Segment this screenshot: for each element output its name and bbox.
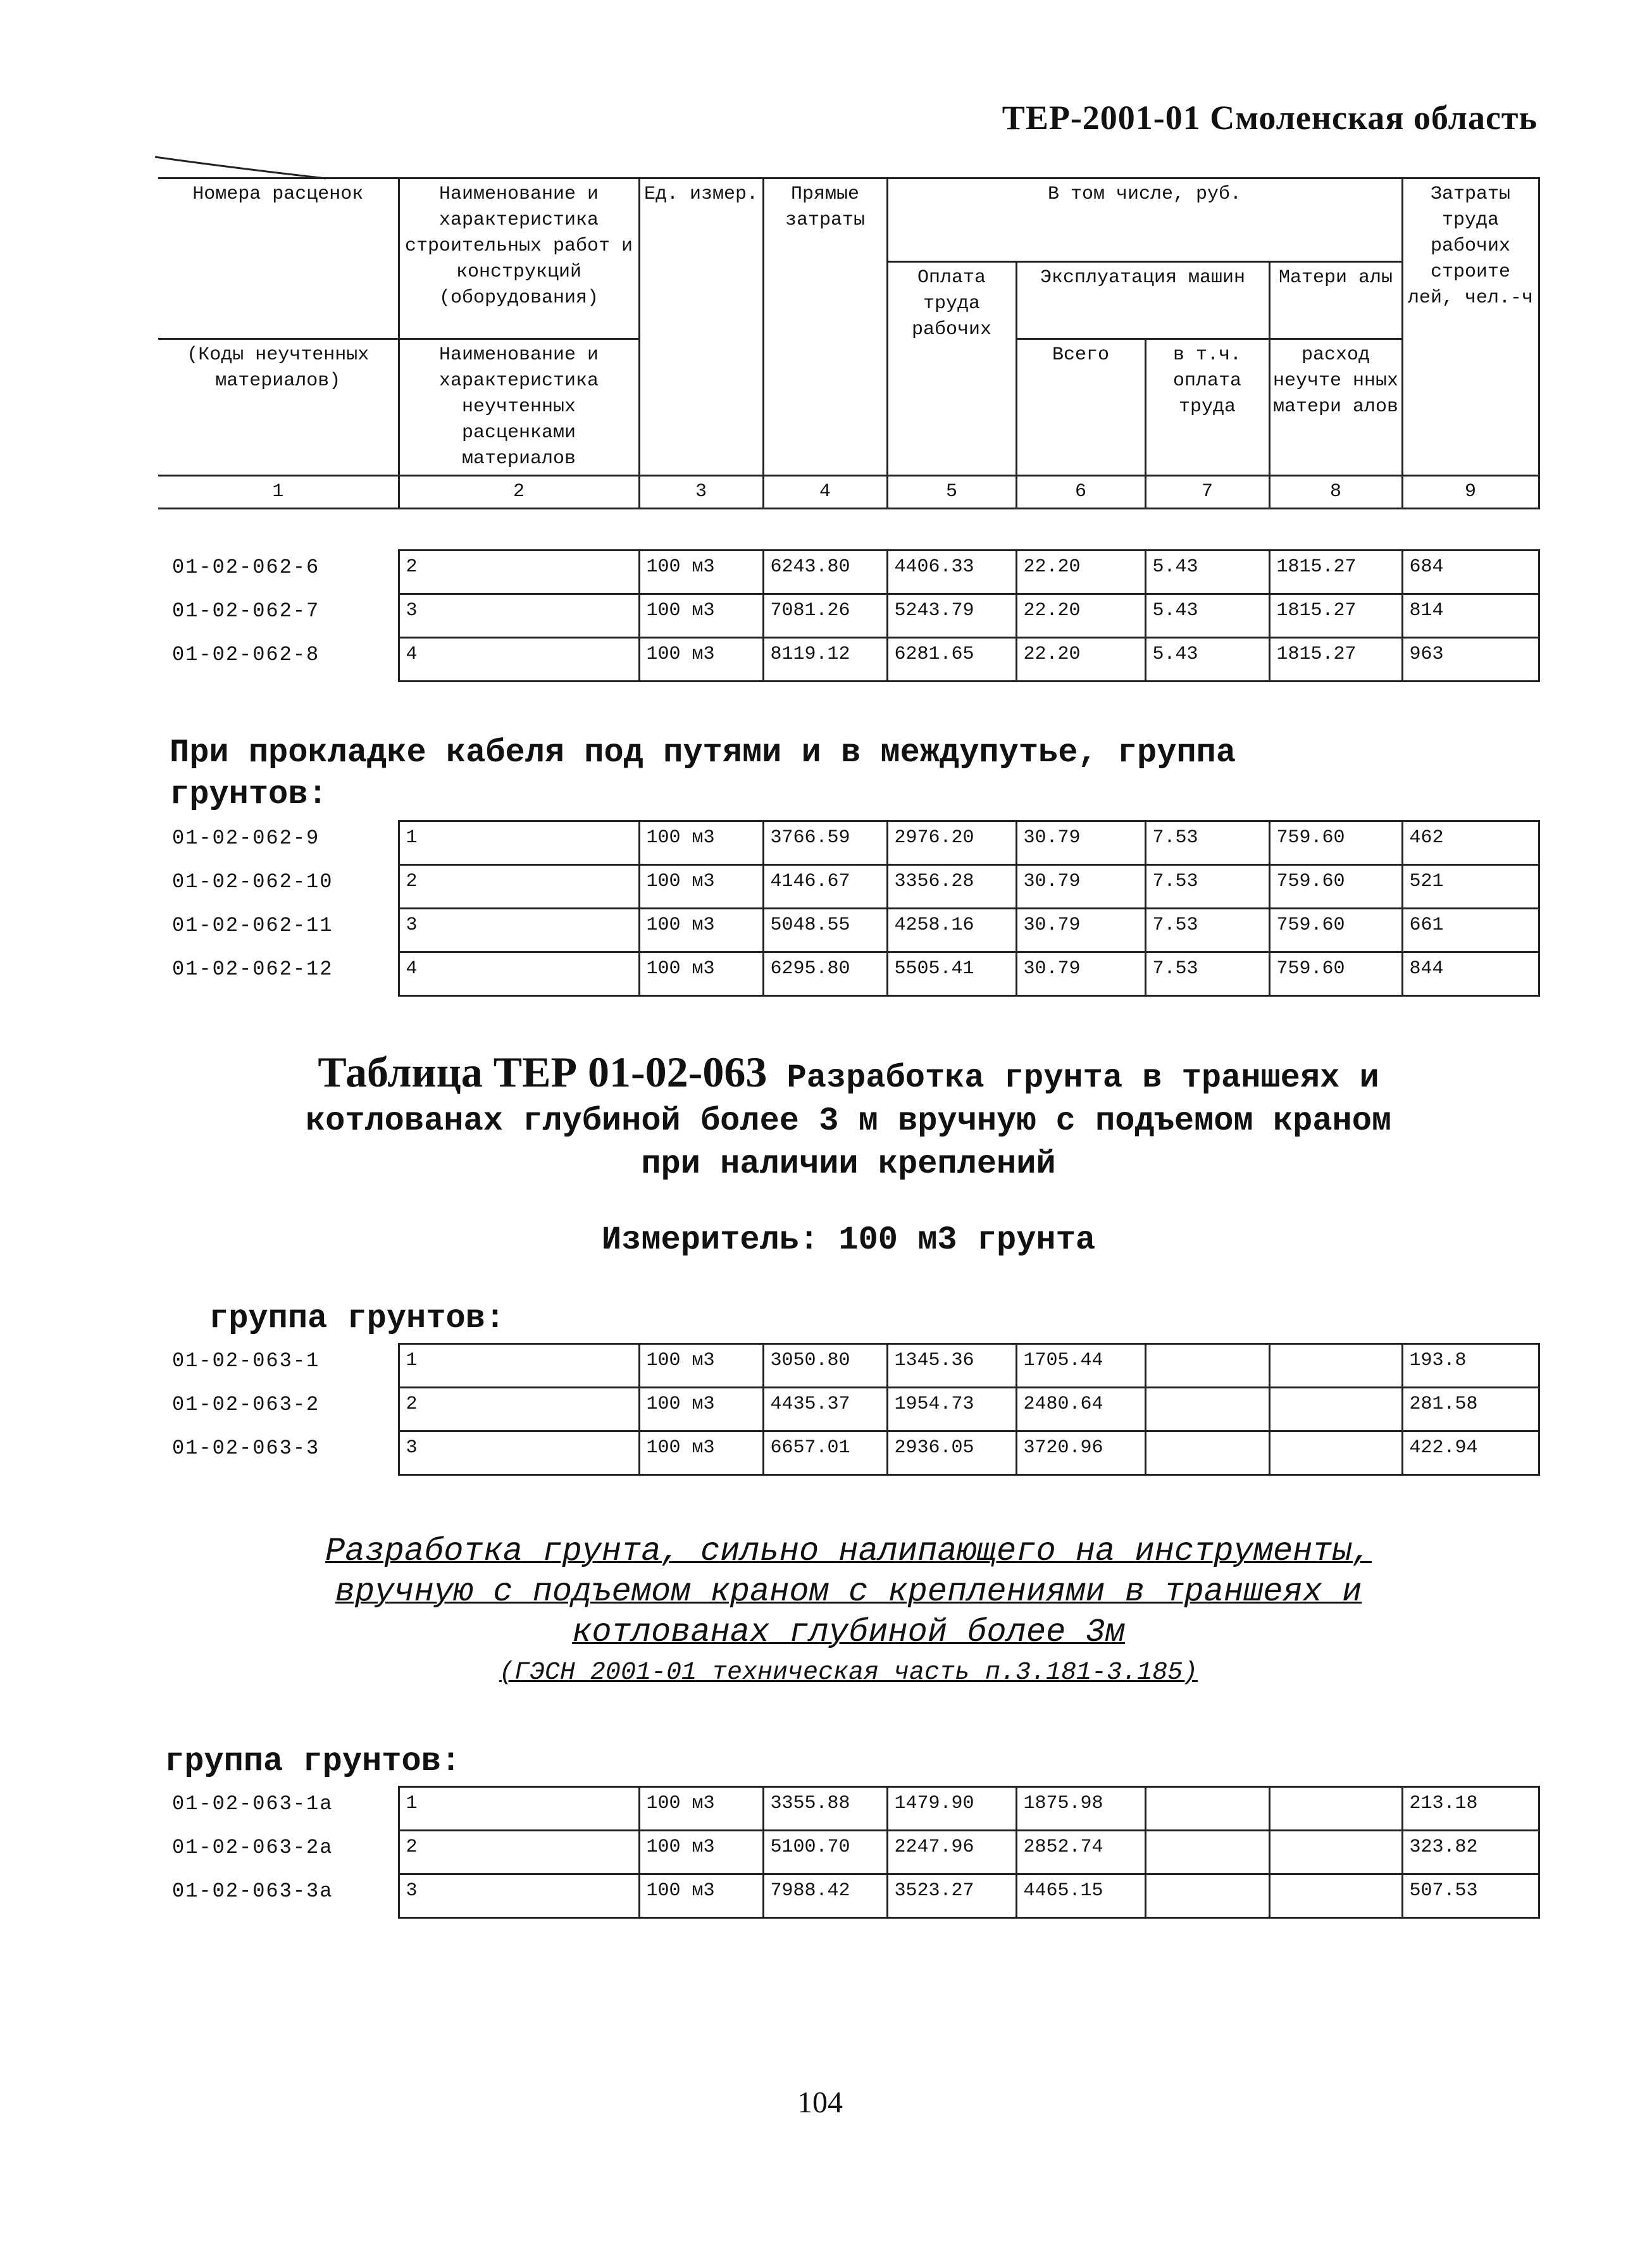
- cell-mach_pay: [1145, 1344, 1269, 1388]
- cell-cost: 507.53: [1402, 1874, 1539, 1918]
- header-num-6: 6: [1016, 476, 1145, 509]
- cell-code: 01-02-062-8: [158, 638, 399, 682]
- cell-mach: 30.79: [1016, 909, 1145, 952]
- cell-mach_pay: [1145, 1388, 1269, 1431]
- cell-code: 01-02-063-1а: [158, 1787, 399, 1831]
- cell-name: 3: [399, 909, 639, 952]
- cell-name: 4: [399, 638, 639, 682]
- cell-direct: 8119.12: [763, 638, 887, 682]
- table-row: [158, 1431, 1539, 1475]
- cell-code: 01-02-063-3: [158, 1431, 399, 1475]
- header-unit: Ед. измер.: [639, 178, 763, 476]
- cell-mat: [1269, 1431, 1402, 1475]
- rates-table-062-a: [158, 549, 1540, 682]
- cell-mat: 1815.27: [1269, 638, 1402, 682]
- table-row: [158, 1344, 1539, 1388]
- cell-mat: 1815.27: [1269, 551, 1402, 594]
- sticky-soil-line3: котлованах глубиной более 3м: [572, 1614, 1125, 1651]
- cell-mach: 1705.44: [1016, 1344, 1145, 1388]
- cell-cost: 323.82: [1402, 1831, 1539, 1874]
- section3-group-label: группа грунтов:: [209, 1300, 506, 1337]
- cell-direct: 4435.37: [763, 1388, 887, 1431]
- cell-cost: 213.18: [1402, 1787, 1539, 1831]
- header-materials: Матери алы: [1269, 262, 1402, 339]
- table-row: [158, 865, 1539, 909]
- cell-mat: [1269, 1787, 1402, 1831]
- header-num-8: 8: [1269, 476, 1402, 509]
- cell-mach_pay: [1145, 1431, 1269, 1475]
- cell-mach_pay: 7.53: [1145, 865, 1269, 909]
- cell-mat: [1269, 1344, 1402, 1388]
- table-title: [158, 1050, 1539, 1186]
- cell-unit: 100 м3: [639, 821, 763, 865]
- cell-mach: 1875.98: [1016, 1787, 1145, 1831]
- cell-labor: 3356.28: [887, 865, 1016, 909]
- table-row: [158, 909, 1539, 952]
- cell-labor: 2976.20: [887, 821, 1016, 865]
- table-row: [158, 551, 1539, 594]
- header-codes-bottom: (Коды неучтенных материалов): [158, 339, 399, 476]
- cell-mat: [1269, 1831, 1402, 1874]
- table-row: [158, 594, 1539, 638]
- cell-mach: 30.79: [1016, 821, 1145, 865]
- cell-labor: 5243.79: [887, 594, 1016, 638]
- table-row: [158, 1874, 1539, 1918]
- cell-name: 2: [399, 551, 639, 594]
- cell-mat: [1269, 1388, 1402, 1431]
- cell-labor: 1954.73: [887, 1388, 1016, 1431]
- cell-cost: 684: [1402, 551, 1539, 594]
- page-number: 104: [797, 2086, 843, 2119]
- cell-code: 01-02-063-1: [158, 1344, 399, 1388]
- rates-table-063-a: [158, 1786, 1540, 1919]
- table-row: [158, 1388, 1539, 1431]
- cell-mach_pay: 7.53: [1145, 952, 1269, 996]
- cell-mach: 2852.74: [1016, 1831, 1145, 1874]
- cell-cost: 963: [1402, 638, 1539, 682]
- rates-table-062-b: [158, 820, 1540, 997]
- meter-line: Измеритель: 100 м3 грунта: [601, 1221, 1096, 1259]
- cell-code: 01-02-063-3а: [158, 1874, 399, 1918]
- cell-mat: [1269, 1874, 1402, 1918]
- cell-mach: 4465.15: [1016, 1874, 1145, 1918]
- header-num-5: 5: [887, 476, 1016, 509]
- sticky-soil-heading: [158, 1531, 1539, 1693]
- cell-direct: 3050.80: [763, 1344, 887, 1388]
- cell-unit: 100 м3: [639, 551, 763, 594]
- cell-labor: 1345.36: [887, 1344, 1016, 1388]
- header-machines-total: Всего: [1016, 339, 1145, 476]
- table-title-line3: при наличии креплений: [641, 1145, 1056, 1183]
- section-cable-label-line1: При прокладке кабеля под путями и в междупутье, группа: [170, 734, 1236, 771]
- cell-code: 01-02-063-2: [158, 1388, 399, 1431]
- header-group-rub: В том числе, руб.: [887, 178, 1402, 262]
- cell-mach_pay: [1145, 1874, 1269, 1918]
- header-num-9: 9: [1402, 476, 1539, 509]
- cell-name: 3: [399, 1874, 639, 1918]
- cell-unit: 100 м3: [639, 865, 763, 909]
- cell-unit: 100 м3: [639, 952, 763, 996]
- sticky-soil-line2: вручную с подъемом краном с креплениями в траншеях и: [335, 1573, 1362, 1611]
- cell-code: 01-02-062-7: [158, 594, 399, 638]
- sticky-soil-reference: (ГЭСН 2001-01 техническая часть п.3.181-3.185): [499, 1659, 1198, 1687]
- cell-labor: 4258.16: [887, 909, 1016, 952]
- cell-mach_pay: 7.53: [1145, 909, 1269, 952]
- cell-mach: 22.20: [1016, 594, 1145, 638]
- header-num-7: 7: [1145, 476, 1269, 509]
- header-name-top: Наименование и характеристика строительных работ и конструкций (оборудования): [399, 178, 639, 339]
- cell-unit: 100 м3: [639, 1431, 763, 1475]
- header-labor-cost: Затраты труда рабочих строите лей, чел.-ч: [1402, 178, 1539, 476]
- cell-unit: 100 м3: [639, 638, 763, 682]
- table-row: [158, 1831, 1539, 1874]
- cell-mach: 22.20: [1016, 638, 1145, 682]
- header-materials-unaccounted: расход неучте нных матери алов: [1269, 339, 1402, 476]
- cell-direct: 5048.55: [763, 909, 887, 952]
- table-row: [158, 638, 1539, 682]
- cell-mach: 30.79: [1016, 865, 1145, 909]
- cell-mach: 22.20: [1016, 551, 1145, 594]
- header-codes-top: Номера расценок: [158, 178, 399, 339]
- cell-mach_pay: [1145, 1787, 1269, 1831]
- cell-direct: 3355.88: [763, 1787, 887, 1831]
- cell-labor: 2247.96: [887, 1831, 1016, 1874]
- cell-name: 2: [399, 1831, 639, 1874]
- header-direct-costs: Прямые затраты: [763, 178, 887, 476]
- section-cable-label-line2: грунтов:: [170, 776, 328, 813]
- cell-mach_pay: 7.53: [1145, 821, 1269, 865]
- cell-unit: 100 м3: [639, 1787, 763, 1831]
- cell-direct: 3766.59: [763, 821, 887, 865]
- header-num-4: 4: [763, 476, 887, 509]
- cell-labor: 1479.90: [887, 1787, 1016, 1831]
- cell-cost: 281.58: [1402, 1388, 1539, 1431]
- cell-mach_pay: [1145, 1831, 1269, 1874]
- cell-direct: 7988.42: [763, 1874, 887, 1918]
- cell-code: 01-02-062-6: [158, 551, 399, 594]
- header-num-3: 3: [639, 476, 763, 509]
- cell-unit: 100 м3: [639, 594, 763, 638]
- cell-cost: 521: [1402, 865, 1539, 909]
- cell-labor: 2936.05: [887, 1431, 1016, 1475]
- header-num-1: 1: [158, 476, 399, 509]
- cell-mach_pay: 5.43: [1145, 594, 1269, 638]
- cell-cost: 844: [1402, 952, 1539, 996]
- cell-code: 01-02-062-12: [158, 952, 399, 996]
- cell-cost: 193.8: [1402, 1344, 1539, 1388]
- cell-name: 4: [399, 952, 639, 996]
- cell-mat: 759.60: [1269, 865, 1402, 909]
- cell-mat: 759.60: [1269, 821, 1402, 865]
- cell-unit: 100 м3: [639, 1388, 763, 1431]
- header-labor-pay: Оплата труда рабочих: [887, 262, 1016, 476]
- cell-direct: 6657.01: [763, 1431, 887, 1475]
- cell-code: 01-02-062-9: [158, 821, 399, 865]
- header-num-2: 2: [399, 476, 639, 509]
- cell-name: 1: [399, 1787, 639, 1831]
- cell-mat: 759.60: [1269, 952, 1402, 996]
- cell-labor: 6281.65: [887, 638, 1016, 682]
- cell-direct: 6243.80: [763, 551, 887, 594]
- table-row: [158, 1787, 1539, 1831]
- cell-unit: 100 м3: [639, 909, 763, 952]
- cell-direct: 6295.80: [763, 952, 887, 996]
- cell-direct: 7081.26: [763, 594, 887, 638]
- sticky-soil-line1: Разработка грунта, сильно налипающего на инструменты,: [325, 1533, 1372, 1570]
- cell-name: 1: [399, 1344, 639, 1388]
- table-row: [158, 821, 1539, 865]
- header-machines: Эксплуатация машин: [1016, 262, 1269, 339]
- cell-unit: 100 м3: [639, 1344, 763, 1388]
- header-machines-pay: в т.ч. оплата труда: [1145, 339, 1269, 476]
- rates-table-063: [158, 1343, 1540, 1476]
- cell-mach_pay: 5.43: [1145, 638, 1269, 682]
- cell-code: 01-02-062-10: [158, 865, 399, 909]
- cell-mach: 30.79: [1016, 952, 1145, 996]
- cell-unit: 100 м3: [639, 1831, 763, 1874]
- header-table: [158, 177, 1540, 509]
- cell-cost: 814: [1402, 594, 1539, 638]
- cell-direct: 5100.70: [763, 1831, 887, 1874]
- cell-cost: 422.94: [1402, 1431, 1539, 1475]
- cell-code: 01-02-063-2а: [158, 1831, 399, 1874]
- cell-labor: 3523.27: [887, 1874, 1016, 1918]
- table-title-prefix: Таблица ТЕР 01-02-063: [318, 1048, 767, 1096]
- table-row: [158, 952, 1539, 996]
- cell-name: 3: [399, 594, 639, 638]
- cell-labor: 4406.33: [887, 551, 1016, 594]
- section4-group-label: группа грунтов:: [165, 1743, 461, 1780]
- cell-code: 01-02-062-11: [158, 909, 399, 952]
- cell-direct: 4146.67: [763, 865, 887, 909]
- table-title-line1: Разработка грунта в траншеях и: [767, 1059, 1379, 1097]
- table-title-line2: котлованах глубиной более 3 м вручную с подъемом краном: [305, 1102, 1392, 1140]
- cell-cost: 661: [1402, 909, 1539, 952]
- cell-name: 1: [399, 821, 639, 865]
- header-name-bottom: Наименование и характеристика неучтенных расценками материалов: [399, 339, 639, 476]
- cell-cost: 462: [1402, 821, 1539, 865]
- cell-mat: 1815.27: [1269, 594, 1402, 638]
- cell-mach: 3720.96: [1016, 1431, 1145, 1475]
- cell-mach_pay: 5.43: [1145, 551, 1269, 594]
- cell-mat: 759.60: [1269, 909, 1402, 952]
- cell-unit: 100 м3: [639, 1874, 763, 1918]
- running-head: ТЕР-2001-01 Смоленская область: [1002, 99, 1538, 137]
- cell-name: 2: [399, 865, 639, 909]
- cell-labor: 5505.41: [887, 952, 1016, 996]
- cell-name: 3: [399, 1431, 639, 1475]
- cell-name: 2: [399, 1388, 639, 1431]
- cell-mach: 2480.64: [1016, 1388, 1145, 1431]
